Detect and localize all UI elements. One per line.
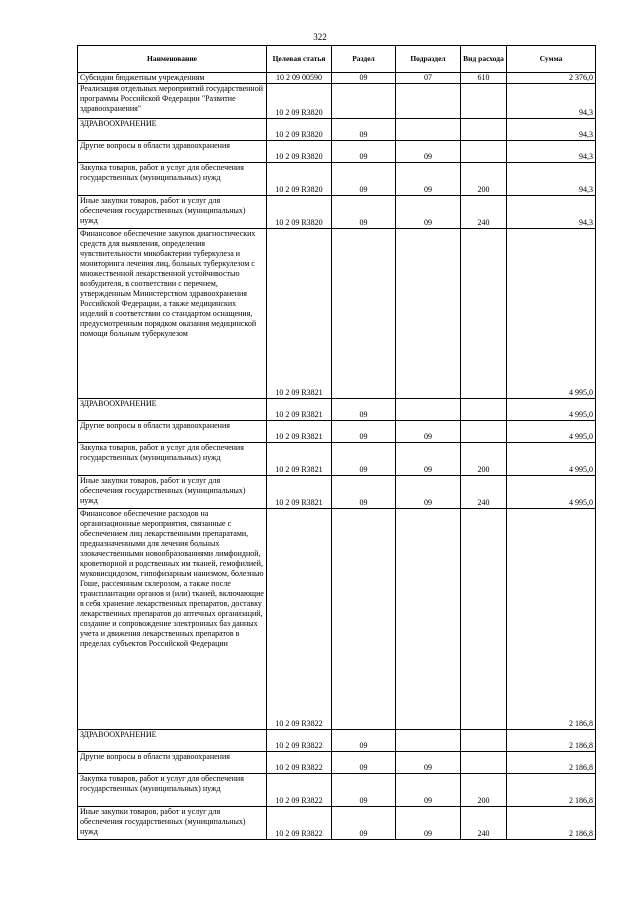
- table-cell-subsection: [396, 84, 461, 119]
- table-row: [78, 229, 596, 399]
- table-cell-target: 10 2 09 R3821: [267, 421, 332, 443]
- table-cell-subsection: [396, 399, 461, 421]
- table-cell-subsection: [396, 509, 461, 730]
- table-cell-subsection: 09: [396, 141, 461, 163]
- table-row: [78, 399, 596, 421]
- table-cell-sum: 2 186,8: [507, 730, 596, 752]
- table-cell-target: 10 2 09 R3820: [267, 84, 332, 119]
- table-cell-expense-type: 200: [461, 774, 507, 807]
- table-cell-subsection: 09: [396, 774, 461, 807]
- table-cell-sum: 4 995,0: [507, 476, 596, 509]
- table-cell-target: 10 2 09 R3821: [267, 443, 332, 476]
- table-cell-target: 10 2 09 R3820: [267, 196, 332, 229]
- table-cell-target: 10 2 09 R3821: [267, 229, 332, 399]
- table-row: [78, 73, 596, 84]
- table-cell-expense-type: [461, 141, 507, 163]
- table-row: [78, 119, 596, 141]
- table-row: [78, 509, 596, 730]
- table-row: [78, 730, 596, 752]
- table-cell-expense-type: [461, 84, 507, 119]
- table-row: [78, 476, 596, 509]
- table-cell-sum: 94,3: [507, 196, 596, 229]
- table-cell-name: Другие вопросы в области здравоохранения: [78, 141, 267, 163]
- table-cell-section: 09: [332, 141, 396, 163]
- table-cell-expense-type: 200: [461, 443, 507, 476]
- table-cell-section: [332, 509, 396, 730]
- table-cell-subsection: 09: [396, 421, 461, 443]
- table-cell-name: Реализация отдельных мероприятий государственной программы Российской Федерации "Развитие здравоохранения": [78, 84, 267, 119]
- table-cell-target: 10 2 09 R3822: [267, 730, 332, 752]
- table-cell-target: 10 2 09 00590: [267, 73, 332, 84]
- table-cell-section: [332, 84, 396, 119]
- table-cell-expense-type: [461, 399, 507, 421]
- table-cell-target: 10 2 09 R3820: [267, 163, 332, 196]
- table-cell-section: 09: [332, 163, 396, 196]
- header-name: Наименование: [78, 46, 267, 73]
- table-cell-target: 10 2 09 R3821: [267, 399, 332, 421]
- table-cell-sum: 4 995,0: [507, 229, 596, 399]
- header-section: Раздел: [332, 46, 396, 73]
- table-cell-name: Иные закупки товаров, работ и услуг для обеспечения государственных (муниципальных) нужд: [78, 807, 267, 840]
- table-cell-sum: 2 186,8: [507, 807, 596, 840]
- table-header-row: [78, 46, 596, 73]
- table-row: [78, 807, 596, 840]
- table-cell-target: 10 2 09 R3822: [267, 509, 332, 730]
- table-cell-name: Другие вопросы в области здравоохранения: [78, 421, 267, 443]
- table-cell-subsection: 07: [396, 73, 461, 84]
- table-cell-section: 09: [332, 421, 396, 443]
- table-cell-subsection: [396, 229, 461, 399]
- table-cell-section: 09: [332, 730, 396, 752]
- table-cell-subsection: 09: [396, 163, 461, 196]
- table-cell-subsection: 09: [396, 443, 461, 476]
- table-cell-subsection: 09: [396, 476, 461, 509]
- table-cell-target: 10 2 09 R3820: [267, 141, 332, 163]
- table-cell-section: 09: [332, 752, 396, 774]
- header-expense-type: Вид расхода: [461, 46, 507, 73]
- page-number: 322: [313, 32, 327, 42]
- table-cell-sum: 94,3: [507, 84, 596, 119]
- table-cell-name: Субсидии бюджетным учреждениям: [78, 73, 267, 84]
- table-cell-expense-type: [461, 119, 507, 141]
- budget-table: [77, 45, 596, 840]
- table-cell-subsection: 09: [396, 196, 461, 229]
- table-cell-expense-type: [461, 752, 507, 774]
- table-row: [78, 196, 596, 229]
- table-cell-name: Финансовое обеспечение расходов на организационные мероприятия, связанные с обеспечением лиц лекарственными препаратами, предназначенными для лечения больных злокачественными новообразованиями лимфоидной, кроветворной и родственных им тканей, гемофилией, муковисцидозом, гипофизарным нанизмом, болезнью Гоше, рассеянным склерозом, а также после трансплантации органов и (или) тканей, включающие в себя хранение лекарственных препаратов, доставку лекарственных препаратов до аптечных организаций, создание и сопровождение электронных баз данных учета и движения лекарственных препаратов в пределах субъектов Российской Федерации: [78, 509, 267, 730]
- header-subsection: Подраздел: [396, 46, 461, 73]
- table-cell-subsection: [396, 730, 461, 752]
- table-cell-sum: 94,3: [507, 163, 596, 196]
- table-cell-name: Иные закупки товаров, работ и услуг для обеспечения государственных (муниципальных) нужд: [78, 476, 267, 509]
- table-cell-subsection: 09: [396, 807, 461, 840]
- table-row: [78, 774, 596, 807]
- table-cell-name: ЗДРАВООХРАНЕНИЕ: [78, 399, 267, 421]
- table-cell-section: 09: [332, 476, 396, 509]
- table-cell-target: 10 2 09 R3822: [267, 774, 332, 807]
- table-cell-name: Закупка товаров, работ и услуг для обеспечения государственных (муниципальных) нужд: [78, 163, 267, 196]
- table-cell-target: 10 2 09 R3822: [267, 752, 332, 774]
- table-cell-section: 09: [332, 774, 396, 807]
- table-cell-sum: 2 186,8: [507, 774, 596, 807]
- header-target: Целевая статья: [267, 46, 332, 73]
- table-cell-sum: 94,3: [507, 141, 596, 163]
- table-cell-sum: 2 186,8: [507, 752, 596, 774]
- table-cell-section: 09: [332, 443, 396, 476]
- table-cell-name: ЗДРАВООХРАНЕНИЕ: [78, 119, 267, 141]
- table-cell-sum: 4 995,0: [507, 443, 596, 476]
- table-cell-target: 10 2 09 R3822: [267, 807, 332, 840]
- table-cell-sum: 2 186,8: [507, 509, 596, 730]
- table-body: [78, 73, 596, 840]
- table-cell-expense-type: [461, 509, 507, 730]
- table-cell-expense-type: 240: [461, 196, 507, 229]
- table-cell-name: Закупка товаров, работ и услуг для обеспечения государственных (муниципальных) нужд: [78, 774, 267, 807]
- table-cell-section: 09: [332, 119, 396, 141]
- table-row: [78, 421, 596, 443]
- table-cell-subsection: [396, 119, 461, 141]
- table-cell-name: Иные закупки товаров, работ и услуг для обеспечения государственных (муниципальных) нужд: [78, 196, 267, 229]
- table-cell-section: 09: [332, 196, 396, 229]
- table-cell-name: Финансовое обеспечение закупок диагностических средств для выявления, определения чувствительности микобактерии туберкулеза и мониторинга лечения лиц, больных туберкулезом с множественной лекарственной устойчивостью возбудителя, в соответствии с перечнем, утвержденным Министерством здравоохранения Российской Федерации, а также медицинских изделий в соответствии со стандартом оснащения, предусмотренным порядком оказания медицинской помощи больным туберкулезом: [78, 229, 267, 399]
- table-cell-sum: 4 995,0: [507, 421, 596, 443]
- table-cell-sum: 94,3: [507, 119, 596, 141]
- table-cell-expense-type: 240: [461, 807, 507, 840]
- table-cell-name: Закупка товаров, работ и услуг для обеспечения государственных (муниципальных) нужд: [78, 443, 267, 476]
- table-cell-name: Другие вопросы в области здравоохранения: [78, 752, 267, 774]
- table-cell-sum: 2 376,0: [507, 73, 596, 84]
- table-cell-expense-type: [461, 229, 507, 399]
- table-cell-section: 09: [332, 807, 396, 840]
- table-cell-expense-type: [461, 421, 507, 443]
- table-row: [78, 163, 596, 196]
- table-cell-expense-type: [461, 730, 507, 752]
- table-cell-sum: 4 995,0: [507, 399, 596, 421]
- table-row: [78, 752, 596, 774]
- table-cell-expense-type: 610: [461, 73, 507, 84]
- table-cell-expense-type: 240: [461, 476, 507, 509]
- table-cell-expense-type: 200: [461, 163, 507, 196]
- table-cell-section: 09: [332, 73, 396, 84]
- table-cell-name: ЗДРАВООХРАНЕНИЕ: [78, 730, 267, 752]
- table-cell-subsection: 09: [396, 752, 461, 774]
- header-sum: Сумма: [507, 46, 596, 73]
- table-cell-target: 10 2 09 R3820: [267, 119, 332, 141]
- table-cell-section: [332, 229, 396, 399]
- table-row: [78, 141, 596, 163]
- table-cell-target: 10 2 09 R3821: [267, 476, 332, 509]
- table-cell-section: 09: [332, 399, 396, 421]
- table-row: [78, 443, 596, 476]
- table-row: [78, 84, 596, 119]
